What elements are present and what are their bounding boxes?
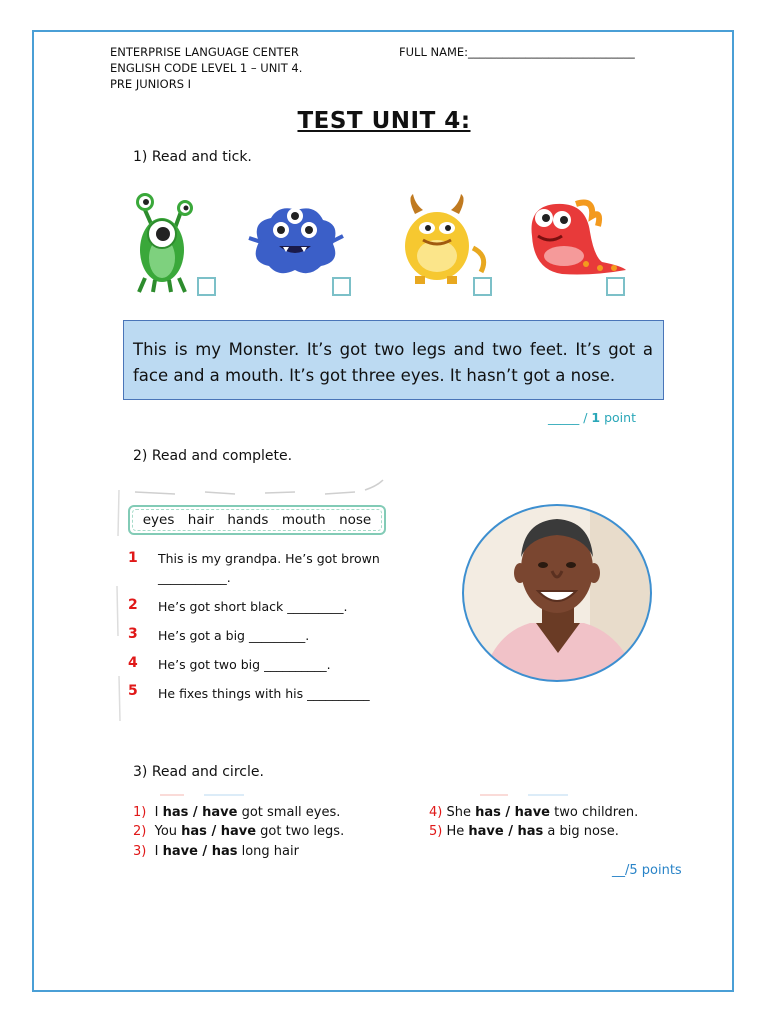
- circle-item: 2) You has / have got two legs.: [133, 824, 345, 839]
- word-mouth: mouth: [281, 512, 326, 528]
- circle-item: 1) I has / have got small eyes.: [133, 805, 341, 820]
- choice-has-have[interactable]: has / have: [475, 805, 550, 820]
- full-name-field[interactable]: FULL NAME:_____________________________: [399, 45, 635, 59]
- word-hands: hands: [227, 512, 269, 528]
- circle-item: 3) I have / has long hair: [133, 844, 299, 859]
- word-hair: hair: [187, 512, 214, 528]
- q1-instruction: 1) Read and tick.: [133, 149, 252, 165]
- choice-have-has[interactable]: have / has: [468, 824, 544, 839]
- decorative-dashes: [160, 792, 580, 798]
- course-code: ENGLISH CODE LEVEL 1 – UNIT 4.: [110, 61, 303, 75]
- yellow-monster-icon: [393, 192, 489, 288]
- item-text: This is my grandpa. He’s got brown: [158, 551, 380, 566]
- q1-score-number: 1: [591, 410, 601, 425]
- school-name: ENTERPRISE LANGUAGE CENTER: [110, 45, 299, 59]
- item-number: 2: [128, 597, 138, 613]
- q1-score-unit: point: [600, 410, 636, 425]
- tick-box-3[interactable]: [473, 277, 492, 296]
- blue-monster-icon: [245, 202, 347, 278]
- grandpa-photo: [460, 503, 656, 689]
- q1-score: [548, 410, 636, 425]
- choice-has-have[interactable]: has / have: [181, 824, 257, 839]
- tick-box-2[interactable]: [332, 277, 351, 296]
- monster-description-box: This is my Monster. It’s got two legs and two feet. It’s got a face and a mouth. It’s got three eyes. It hasn’t got a nose.: [123, 320, 664, 400]
- group-name: PRE JUNIORS I: [110, 77, 192, 91]
- circle-item: 4) She has / have two children.: [429, 805, 639, 820]
- choice-have-has[interactable]: have / has: [162, 844, 238, 859]
- q3-instruction: 3) Read and circle.: [133, 764, 264, 780]
- green-monster-icon: [125, 188, 205, 296]
- q2-instruction: 2) Read and complete.: [133, 448, 293, 464]
- item-text[interactable]: He fixes things with his __________: [158, 686, 370, 701]
- tick-box-4[interactable]: [606, 277, 625, 296]
- word-eyes: eyes: [142, 512, 175, 528]
- page-title: TEST UNIT 4:: [297, 108, 471, 134]
- word-bank: [128, 505, 386, 535]
- item-number: 1: [128, 550, 138, 566]
- q1-score-sep: /: [579, 410, 592, 425]
- choice-has-have[interactable]: has / have: [162, 805, 238, 820]
- item-text[interactable]: He’s got short black _________.: [158, 599, 348, 614]
- item-text[interactable]: He’s got a big _________.: [158, 628, 310, 643]
- q1-score-blank[interactable]: _____: [548, 410, 580, 425]
- item-number: 4: [128, 655, 138, 671]
- word-nose: nose: [339, 512, 372, 528]
- item-number: 5: [128, 683, 138, 699]
- item-text[interactable]: He’s got two big __________.: [158, 657, 331, 672]
- circle-item: 5) He have / has a big nose.: [429, 824, 619, 839]
- tick-box-1[interactable]: [197, 277, 216, 296]
- answer-blank[interactable]: ___________.: [158, 570, 231, 585]
- red-monster-icon: [522, 196, 632, 278]
- item-number: 3: [128, 626, 138, 642]
- header-left: [110, 44, 302, 92]
- q3-score: __/5 points: [612, 863, 682, 878]
